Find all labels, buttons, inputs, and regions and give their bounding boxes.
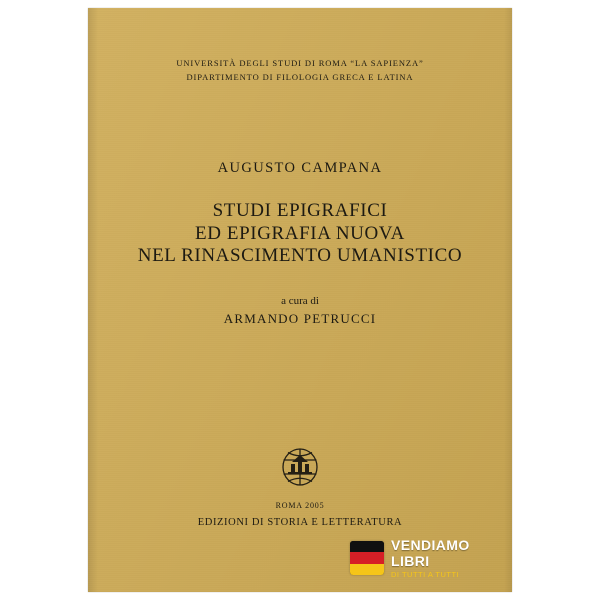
watermark-line-1: VENDIAMO bbox=[391, 536, 470, 553]
book-cover bbox=[88, 8, 512, 592]
imprint-place-year: ROMA 2005 bbox=[275, 501, 325, 510]
affiliation-line-2: DIPARTIMENTO DI FILOLOGIA GRECA E LATINA bbox=[186, 72, 414, 82]
editor-credit bbox=[88, 293, 512, 328]
title-line-3: NEL RINASCIMENTO UMANISTICO bbox=[137, 245, 463, 266]
watermark-line-3: DI TUTTI A TUTTI bbox=[391, 569, 460, 579]
title-line-1: STUDI EPIGRAFICI bbox=[212, 200, 388, 221]
publisher-affiliation bbox=[88, 56, 512, 84]
author-name: AUGUSTO CAMPANA bbox=[217, 160, 383, 176]
book-title bbox=[88, 200, 512, 268]
editor-label: a cura di bbox=[281, 295, 319, 307]
imprint bbox=[88, 500, 512, 531]
printers-device-icon bbox=[272, 446, 328, 488]
editor-name: ARMANDO PETRUCCI bbox=[223, 311, 377, 326]
watermark-text bbox=[391, 538, 470, 579]
vendiamo-libri-watermark bbox=[346, 532, 506, 584]
german-flag-icon bbox=[350, 541, 384, 575]
title-line-2: ED EPIGRAFIA NUOVA bbox=[195, 222, 405, 244]
affiliation-line-1: UNIVERSITÀ DEGLI STUDI DI ROMA “LA SAPIENZA” bbox=[176, 58, 424, 68]
imprint-publisher: EDIZIONI DI STORIA E LETTERATURA bbox=[197, 517, 403, 528]
watermark-line-2: LIBRI bbox=[391, 552, 430, 569]
